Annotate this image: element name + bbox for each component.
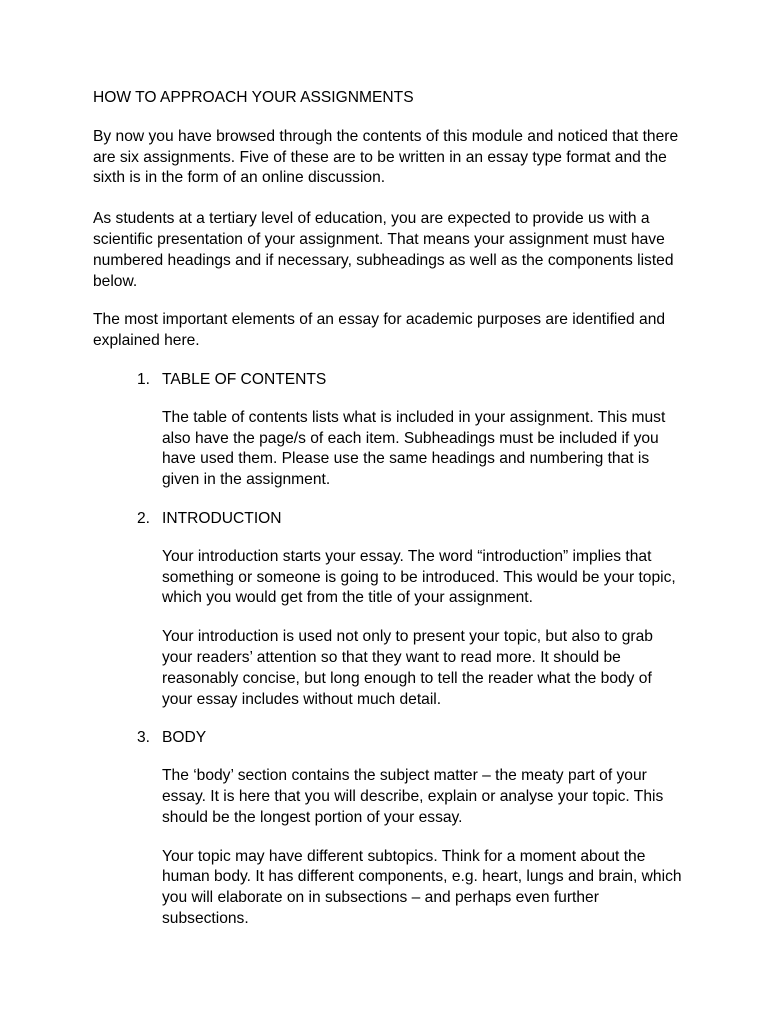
section-number: 2. [137,509,151,527]
section-table-of-contents [93,370,693,491]
section-heading [93,370,693,391]
section-paragraph: Your topic may have different subtopics. Think for a moment about the human body. It has different components, e.g. heart, lungs and brain, which you will elaborate on in subsections – and perhaps even further subsections. [162,847,682,927]
intro-paragraph-1: By now you have browsed through the contents of this module and noticed that there are six assignments. Five of these are to be written in an essay type format and the sixth is in the form of an online discussion. [93,127,679,187]
section-number: 3. [137,729,151,747]
section-paragraph: Your introduction starts your essay. The word “introduction” implies that something or someone is going to be introduced. This would be your topic, which you would get from the title of your assignment. [162,547,676,607]
section-title: BODY [162,729,207,747]
section-body [162,547,682,711]
section-title: INTRODUCTION [162,509,282,527]
section-number: 1. [137,370,151,388]
section-title: TABLE OF CONTENTS [162,370,327,388]
section-introduction [93,509,693,710]
section-body [162,766,682,930]
section-paragraph: The ‘body’ section contains the subject matter – the meaty part of your essay. It is here that you will describe, explain or analyse your topic. This should be the longest portion of your essay. [162,767,664,826]
section-body-heading [93,728,693,929]
section-heading [93,728,693,749]
document-title: HOW TO APPROACH YOUR ASSIGNMENTS [93,89,414,106]
intro-paragraph-2: As students at a tertiary level of education, you are expected to provide us with a scientific presentation of your assignment. That means your assignment must have numbered headings and if necessary, subheadings as well as the components listed below. [93,210,674,290]
intro-paragraph-3: The most important elements of an essay for academic purposes are identified and explained here. [93,311,666,350]
document-page [93,88,693,948]
section-paragraph: Your introduction is used not only to present your topic, but also to grab your readers’ attention so that they want to read more. It should be reasonably concise, but long enough to tell the reader what the body of your essay includes without much detail. [162,628,653,708]
section-heading [93,509,693,530]
section-body [162,408,682,491]
section-paragraph: The table of contents lists what is included in your assignment. This must also have the page/s of each item. Subheadings must be included if you have used them. Please use the same headings and numbering that is given in the assignment. [162,408,666,489]
